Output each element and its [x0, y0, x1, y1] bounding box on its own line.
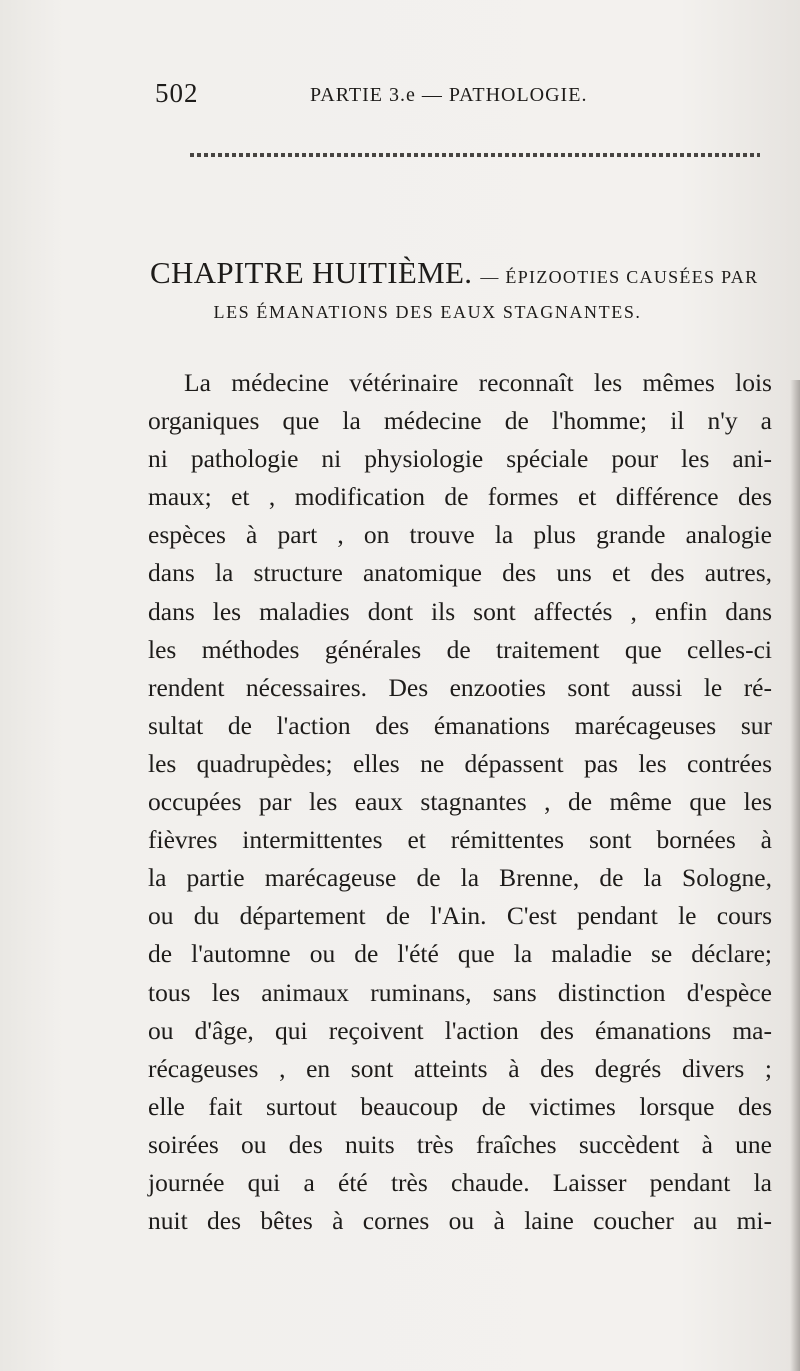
text-line: maux; et , modification de formes et différence des: [148, 482, 772, 512]
chapter-heading: [150, 255, 770, 291]
decorative-rule: [190, 153, 760, 157]
text-line: occupées par les eaux stagnantes , de même que les: [148, 787, 772, 817]
chapter-title: CHAPITRE HUITIÈME.: [150, 255, 473, 290]
text-line: les méthodes générales de traitement que celles-ci: [148, 634, 772, 664]
text-line: nuit des bêtes à cornes ou à laine coucher au mi-: [148, 1206, 772, 1236]
text-line: les quadrupèdes; elles ne dépassent pas les contrées: [148, 748, 772, 778]
body-paragraph: [148, 364, 772, 1240]
text-line: de l'automne ou de l'été que la maladie se déclare;: [148, 939, 772, 969]
page-edge-shadow: [790, 380, 800, 1371]
text-line: elle fait surtout beaucoup de victimes lorsque des: [148, 1091, 772, 1121]
text-line: rendent nécessaires. Des enzooties sont aussi le ré-: [148, 672, 772, 702]
text-line: journée qui a été très chaude. Laisser pendant la: [148, 1167, 772, 1197]
chapter-subtitle-part1: — ÉPIZOOTIES CAUSÉES PAR: [480, 267, 759, 287]
running-header: [155, 78, 715, 118]
text-line: sultat de l'action des émanations marécageuses sur: [148, 710, 772, 740]
text-line: récageuses , en sont atteints à des degrés divers ;: [148, 1053, 772, 1083]
running-title: PARTIE 3.e — PATHOLOGIE.: [310, 84, 588, 106]
text-line: organiques que la médecine de l'homme; il n'y a: [148, 406, 772, 436]
text-line: la partie marécageuse de la Brenne, de la Sologne,: [148, 863, 772, 893]
text-line: soirées ou des nuits très fraîches succèdent à une: [148, 1129, 772, 1159]
text-line: dans la structure anatomique des uns et des autres,: [148, 558, 772, 588]
chapter-subtitle-part2: LES ÉMANATIONS DES EAUX STAGNANTES.: [213, 302, 642, 322]
text-line: fièvres intermittentes et rémittentes sont bornées à: [148, 825, 772, 855]
text-line: dans les maladies dont ils sont affectés , enfin dans: [148, 596, 772, 626]
text-line: ou d'âge, qui reçoivent l'action des émanations ma-: [148, 1015, 772, 1045]
text-line: ni pathologie ni physiologie spéciale pour les ani-: [148, 444, 772, 474]
text-line: ou du département de l'Ain. C'est pendant le cours: [148, 901, 772, 931]
text-line: espèces à part , on trouve la plus grande analogie: [148, 520, 772, 550]
page-number: 502: [155, 78, 199, 108]
text-line: La médecine vétérinaire reconnaît les mêmes lois: [184, 368, 772, 397]
text-line: tous les animaux ruminans, sans distinction d'espèce: [148, 977, 772, 1007]
